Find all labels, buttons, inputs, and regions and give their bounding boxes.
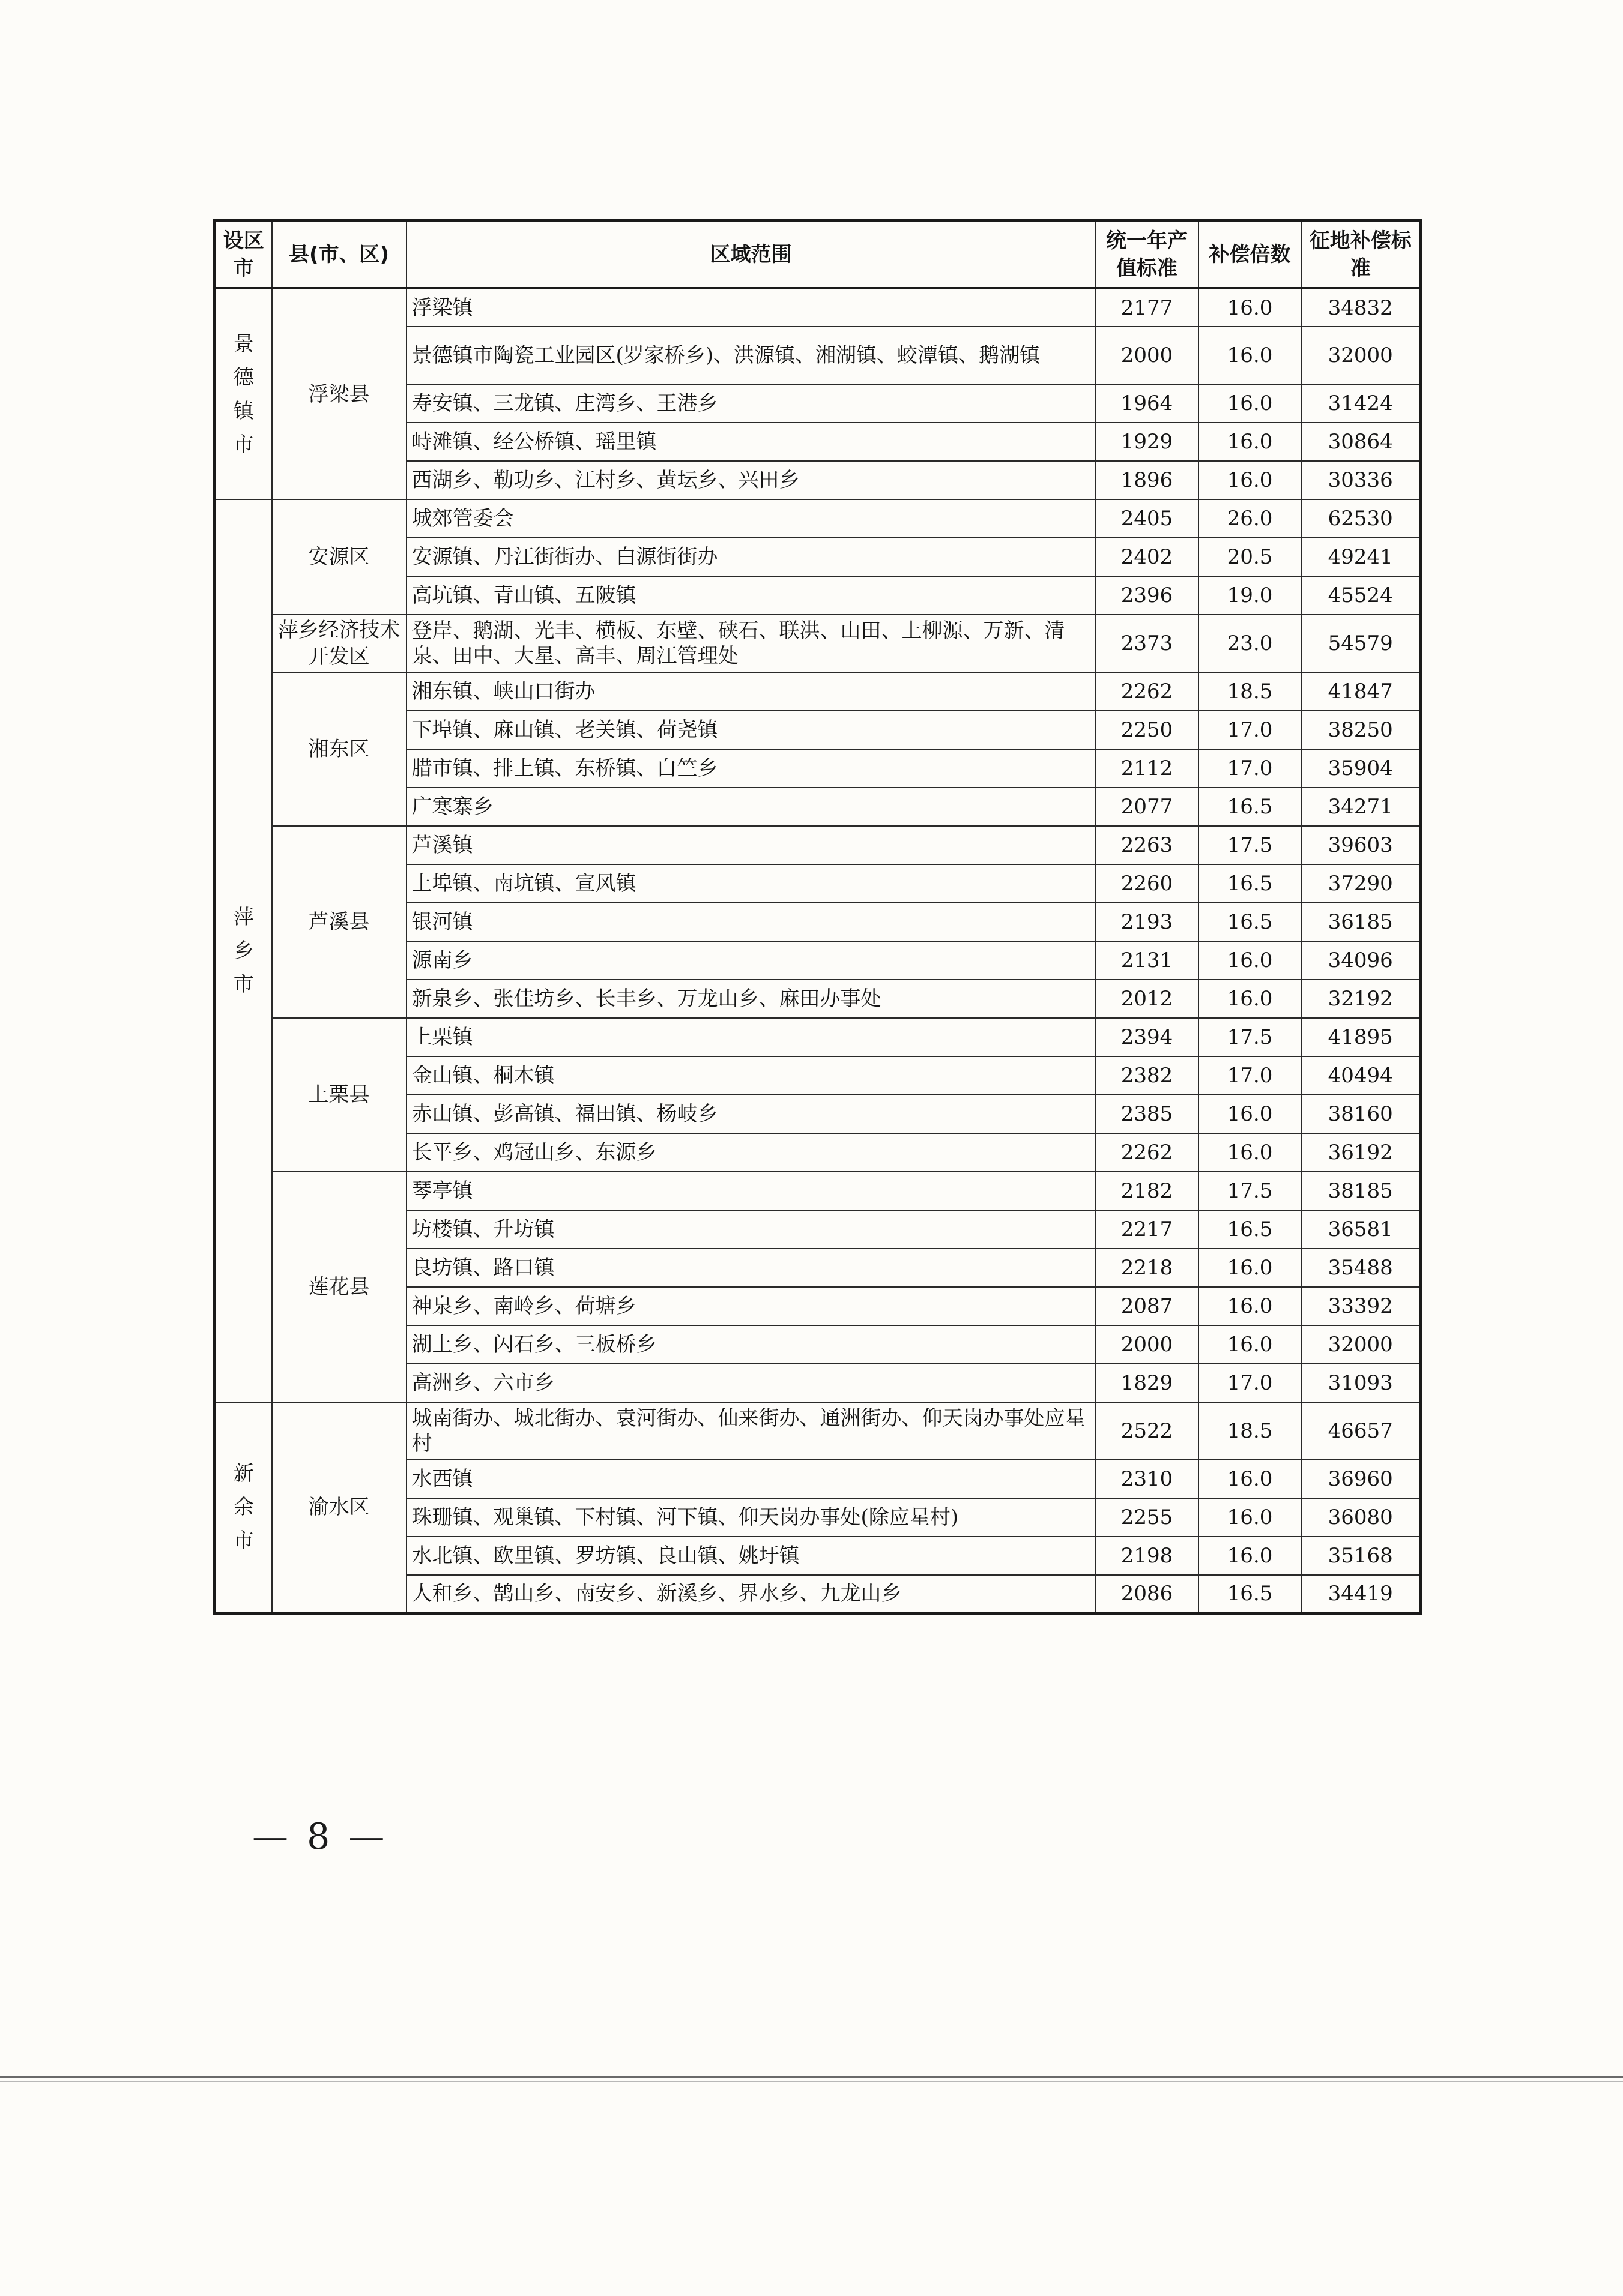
area-cell: 坊楼镇、升坊镇 <box>407 1210 1096 1249</box>
output-cell: 2385 <box>1096 1095 1198 1133</box>
header-city: 设区市 <box>215 221 272 289</box>
multiple-cell: 16.5 <box>1198 1575 1302 1614</box>
multiple-cell: 16.0 <box>1198 1249 1302 1287</box>
multiple-cell: 16.0 <box>1198 423 1302 461</box>
standard-cell: 31093 <box>1302 1364 1421 1402</box>
header-area: 区域范围 <box>407 221 1096 289</box>
output-cell: 2012 <box>1096 980 1198 1018</box>
area-cell: 浮梁镇 <box>407 288 1096 327</box>
city-cell: 萍 乡 市 <box>215 499 272 1402</box>
multiple-cell: 16.0 <box>1198 288 1302 327</box>
output-cell: 2112 <box>1096 749 1198 788</box>
standard-cell: 41895 <box>1302 1018 1421 1056</box>
standard-cell: 32000 <box>1302 1325 1421 1364</box>
area-cell: 广寒寨乡 <box>407 788 1096 826</box>
standard-cell: 33392 <box>1302 1287 1421 1325</box>
table-body <box>215 288 1421 1614</box>
output-cell: 1829 <box>1096 1364 1198 1402</box>
output-cell: 2262 <box>1096 1133 1198 1172</box>
area-cell: 人和乡、鹄山乡、南安乡、新溪乡、界水乡、九龙山乡 <box>407 1575 1096 1614</box>
county-cell: 芦溪县 <box>272 826 407 1018</box>
area-cell: 水北镇、欧里镇、罗坊镇、良山镇、姚圩镇 <box>407 1537 1096 1575</box>
area-cell: 峙滩镇、经公桥镇、瑶里镇 <box>407 423 1096 461</box>
output-cell: 2255 <box>1096 1498 1198 1537</box>
output-cell: 2522 <box>1096 1402 1198 1460</box>
output-cell: 2396 <box>1096 576 1198 615</box>
county-cell: 渝水区 <box>272 1402 407 1614</box>
multiple-cell: 17.5 <box>1198 1018 1302 1056</box>
multiple-cell: 16.0 <box>1198 384 1302 423</box>
area-cell: 赤山镇、彭高镇、福田镇、杨岐乡 <box>407 1095 1096 1133</box>
header-county: 县(市、区) <box>272 221 407 289</box>
output-cell: 1896 <box>1096 461 1198 499</box>
multiple-cell: 26.0 <box>1198 499 1302 538</box>
standard-cell: 30864 <box>1302 423 1421 461</box>
standard-cell: 35904 <box>1302 749 1421 788</box>
area-cell: 腊市镇、排上镇、东桥镇、白竺乡 <box>407 749 1096 788</box>
standard-cell: 34832 <box>1302 288 1421 327</box>
table-row <box>215 1402 1421 1460</box>
multiple-cell: 16.5 <box>1198 1210 1302 1249</box>
multiple-cell: 16.5 <box>1198 788 1302 826</box>
standard-cell: 46657 <box>1302 1402 1421 1460</box>
output-cell: 2131 <box>1096 941 1198 980</box>
standard-cell: 45524 <box>1302 576 1421 615</box>
output-cell: 2198 <box>1096 1537 1198 1575</box>
standard-cell: 38250 <box>1302 711 1421 749</box>
area-cell: 城郊管委会 <box>407 499 1096 538</box>
standard-cell: 54579 <box>1302 615 1421 672</box>
area-cell: 琴亭镇 <box>407 1172 1096 1210</box>
multiple-cell: 17.0 <box>1198 711 1302 749</box>
standard-cell: 36960 <box>1302 1460 1421 1498</box>
standard-cell: 30336 <box>1302 461 1421 499</box>
area-cell: 湘东镇、峡山口街办 <box>407 672 1096 711</box>
multiple-cell: 16.5 <box>1198 903 1302 941</box>
output-cell: 2402 <box>1096 538 1198 576</box>
area-cell: 新泉乡、张佳坊乡、长丰乡、万龙山乡、麻田办事处 <box>407 980 1096 1018</box>
standard-cell: 36185 <box>1302 903 1421 941</box>
multiple-cell: 16.0 <box>1198 941 1302 980</box>
table-row <box>215 288 1421 327</box>
output-cell: 2193 <box>1096 903 1198 941</box>
table-row <box>215 1018 1421 1056</box>
output-cell: 2217 <box>1096 1210 1198 1249</box>
multiple-cell: 16.0 <box>1198 980 1302 1018</box>
standard-cell: 31424 <box>1302 384 1421 423</box>
standard-cell: 38185 <box>1302 1172 1421 1210</box>
output-cell: 2000 <box>1096 1325 1198 1364</box>
area-cell: 长平乡、鸡冠山乡、东源乡 <box>407 1133 1096 1172</box>
area-cell: 上埠镇、南坑镇、宣风镇 <box>407 864 1096 903</box>
output-cell: 2310 <box>1096 1460 1198 1498</box>
multiple-cell: 19.0 <box>1198 576 1302 615</box>
multiple-cell: 16.0 <box>1198 461 1302 499</box>
area-cell: 城南街办、城北街办、袁河街办、仙来街办、通洲街办、仰天岗办事处应星村 <box>407 1402 1096 1460</box>
county-cell: 安源区 <box>272 499 407 615</box>
compensation-table <box>213 219 1422 1615</box>
multiple-cell: 18.5 <box>1198 1402 1302 1460</box>
output-cell: 2218 <box>1096 1249 1198 1287</box>
bottom-rule-secondary <box>0 2081 1623 2082</box>
output-cell: 2077 <box>1096 788 1198 826</box>
output-cell: 2086 <box>1096 1575 1198 1614</box>
multiple-cell: 16.5 <box>1198 864 1302 903</box>
multiple-cell: 16.0 <box>1198 1133 1302 1172</box>
standard-cell: 49241 <box>1302 538 1421 576</box>
table-row <box>215 499 1421 538</box>
output-cell: 2260 <box>1096 864 1198 903</box>
table-row <box>215 672 1421 711</box>
output-cell: 2182 <box>1096 1172 1198 1210</box>
multiple-cell: 17.5 <box>1198 1172 1302 1210</box>
header-output: 统一年产值标准 <box>1096 221 1198 289</box>
area-cell: 芦溪镇 <box>407 826 1096 864</box>
bottom-rule <box>0 2076 1623 2078</box>
multiple-cell: 18.5 <box>1198 672 1302 711</box>
county-cell: 上栗县 <box>272 1018 407 1172</box>
area-cell: 银河镇 <box>407 903 1096 941</box>
city-cell: 景 德 镇 市 <box>215 288 272 499</box>
output-cell: 2087 <box>1096 1287 1198 1325</box>
header-multiple: 补偿倍数 <box>1198 221 1302 289</box>
output-cell: 2263 <box>1096 826 1198 864</box>
header-standard: 征地补偿标准 <box>1302 221 1421 289</box>
output-cell: 2394 <box>1096 1018 1198 1056</box>
area-cell: 高坑镇、青山镇、五陂镇 <box>407 576 1096 615</box>
area-cell: 湖上乡、闪石乡、三板桥乡 <box>407 1325 1096 1364</box>
standard-cell: 36192 <box>1302 1133 1421 1172</box>
county-cell: 湘东区 <box>272 672 407 826</box>
output-cell: 2177 <box>1096 288 1198 327</box>
standard-cell: 38160 <box>1302 1095 1421 1133</box>
standard-cell: 34419 <box>1302 1575 1421 1614</box>
multiple-cell: 17.0 <box>1198 1364 1302 1402</box>
output-cell: 2373 <box>1096 615 1198 672</box>
standard-cell: 62530 <box>1302 499 1421 538</box>
standard-cell: 32192 <box>1302 980 1421 1018</box>
output-cell: 2000 <box>1096 327 1198 384</box>
output-cell: 1964 <box>1096 384 1198 423</box>
output-cell: 1929 <box>1096 423 1198 461</box>
area-cell: 下埠镇、麻山镇、老关镇、荷尧镇 <box>407 711 1096 749</box>
area-cell: 金山镇、桐木镇 <box>407 1056 1096 1095</box>
output-cell: 2250 <box>1096 711 1198 749</box>
standard-cell: 36581 <box>1302 1210 1421 1249</box>
multiple-cell: 16.0 <box>1198 1095 1302 1133</box>
multiple-cell: 17.5 <box>1198 826 1302 864</box>
multiple-cell: 17.0 <box>1198 749 1302 788</box>
standard-cell: 34096 <box>1302 941 1421 980</box>
standard-cell: 39603 <box>1302 826 1421 864</box>
multiple-cell: 20.5 <box>1198 538 1302 576</box>
city-cell: 新 余 市 <box>215 1402 272 1614</box>
area-cell: 登岸、鹅湖、光丰、横板、东壁、硖石、联洪、山田、上柳源、万新、清泉、田中、大星、高丰、周江管理处 <box>407 615 1096 672</box>
area-cell: 神泉乡、南岭乡、荷塘乡 <box>407 1287 1096 1325</box>
table-row <box>215 826 1421 864</box>
multiple-cell: 16.0 <box>1198 1325 1302 1364</box>
table-row <box>215 615 1421 672</box>
area-cell: 水西镇 <box>407 1460 1096 1498</box>
standard-cell: 35168 <box>1302 1537 1421 1575</box>
standard-cell: 36080 <box>1302 1498 1421 1537</box>
standard-cell: 32000 <box>1302 327 1421 384</box>
multiple-cell: 16.0 <box>1198 1498 1302 1537</box>
page-number: — 8 — <box>252 1816 388 1858</box>
area-cell: 源南乡 <box>407 941 1096 980</box>
county-cell: 萍乡经济技术开发区 <box>272 615 407 672</box>
area-cell: 景德镇市陶瓷工业园区(罗家桥乡)、洪源镇、湘湖镇、蛟潭镇、鹅湖镇 <box>407 327 1096 384</box>
area-cell: 高洲乡、六市乡 <box>407 1364 1096 1402</box>
area-cell: 西湖乡、勒功乡、江村乡、黄坛乡、兴田乡 <box>407 461 1096 499</box>
multiple-cell: 16.0 <box>1198 1460 1302 1498</box>
area-cell: 上栗镇 <box>407 1018 1096 1056</box>
standard-cell: 40494 <box>1302 1056 1421 1095</box>
county-cell: 莲花县 <box>272 1172 407 1402</box>
area-cell: 良坊镇、路口镇 <box>407 1249 1096 1287</box>
output-cell: 2262 <box>1096 672 1198 711</box>
multiple-cell: 23.0 <box>1198 615 1302 672</box>
standard-cell: 35488 <box>1302 1249 1421 1287</box>
table-row <box>215 1172 1421 1210</box>
standard-cell: 41847 <box>1302 672 1421 711</box>
output-cell: 2382 <box>1096 1056 1198 1095</box>
standard-cell: 34271 <box>1302 788 1421 826</box>
area-cell: 安源镇、丹江街街办、白源街街办 <box>407 538 1096 576</box>
area-cell: 寿安镇、三龙镇、庄湾乡、王港乡 <box>407 384 1096 423</box>
multiple-cell: 17.0 <box>1198 1056 1302 1095</box>
multiple-cell: 16.0 <box>1198 1537 1302 1575</box>
area-cell: 珠珊镇、观巢镇、下村镇、河下镇、仰天岗办事处(除应星村) <box>407 1498 1096 1537</box>
multiple-cell: 16.0 <box>1198 327 1302 384</box>
standard-cell: 37290 <box>1302 864 1421 903</box>
output-cell: 2405 <box>1096 499 1198 538</box>
table-header-row <box>215 221 1421 289</box>
county-cell: 浮梁县 <box>272 288 407 499</box>
multiple-cell: 16.0 <box>1198 1287 1302 1325</box>
